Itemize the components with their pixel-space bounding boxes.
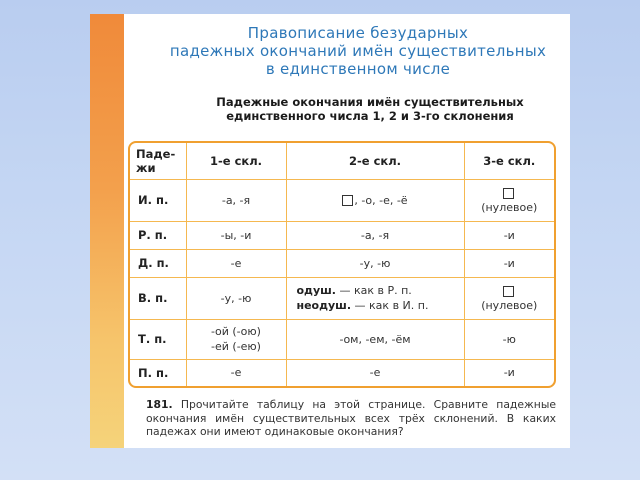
case-accusative: В. п. bbox=[130, 277, 186, 319]
title-line-3: в единственном числе bbox=[265, 60, 451, 78]
cell-dat-d1: -е bbox=[186, 249, 286, 277]
cell-ins-d1: -ой (-ою) -ей (-ею) bbox=[186, 319, 286, 359]
table-row bbox=[130, 319, 554, 359]
zero-ending-box-icon bbox=[342, 195, 353, 206]
case-genitive: Р. п. bbox=[130, 221, 186, 249]
table-row bbox=[130, 179, 554, 221]
title-line-1: Правописание безударных bbox=[247, 24, 469, 42]
decorative-side-band bbox=[90, 14, 124, 448]
cell-pre-d2: -е bbox=[286, 359, 464, 386]
cell-dat-d3: -и bbox=[464, 249, 554, 277]
table-header-row bbox=[130, 143, 554, 179]
cell-pre-d3: -и bbox=[464, 359, 554, 386]
cell-ins-d2: -ом, -ем, -ём bbox=[286, 319, 464, 359]
title-line-2: падежных окончаний имён существительных bbox=[169, 42, 547, 60]
cell-gen-d3: -и bbox=[464, 221, 554, 249]
exercise-text bbox=[146, 398, 556, 439]
cell-pre-d1: -е bbox=[186, 359, 286, 386]
header-cases: Паде- жи bbox=[130, 143, 186, 179]
page-title bbox=[148, 24, 568, 78]
zero-ending-box-icon bbox=[503, 188, 514, 199]
cell-nom-d3: (нулевое) bbox=[464, 179, 554, 221]
caption-line-2: единственного числа 1, 2 и 3-го склонения bbox=[226, 109, 514, 123]
table-row bbox=[130, 277, 554, 319]
cell-ins-d3: -ю bbox=[464, 319, 554, 359]
header-decl-3: 3-е скл. bbox=[464, 143, 554, 179]
declension-table bbox=[128, 141, 556, 388]
caption-line-1: Падежные окончания имён существительных bbox=[216, 95, 524, 109]
case-nominative: И. п. bbox=[130, 179, 186, 221]
cell-nom-d2: , -о, -е, -ё bbox=[286, 179, 464, 221]
cell-acc-d3: (нулевое) bbox=[464, 277, 554, 319]
cell-nom-d1: -а, -я bbox=[186, 179, 286, 221]
case-prepositional: П. п. bbox=[130, 359, 186, 386]
cell-dat-d2: -у, -ю bbox=[286, 249, 464, 277]
table-caption bbox=[160, 95, 570, 123]
cell-gen-d2: -а, -я bbox=[286, 221, 464, 249]
cell-acc-d2: одуш. — как в Р. п. неодуш. — как в И. п. bbox=[286, 277, 464, 319]
cell-acc-d1: -у, -ю bbox=[186, 277, 286, 319]
table-row bbox=[130, 221, 554, 249]
zero-ending-box-icon bbox=[503, 286, 514, 297]
table-row bbox=[130, 359, 554, 386]
case-dative: Д. п. bbox=[130, 249, 186, 277]
cell-gen-d1: -ы, -и bbox=[186, 221, 286, 249]
table-row bbox=[130, 249, 554, 277]
exercise-number: 181. bbox=[146, 398, 173, 411]
textbook-page bbox=[90, 14, 570, 448]
case-instrumental: Т. п. bbox=[130, 319, 186, 359]
header-decl-1: 1-е скл. bbox=[186, 143, 286, 179]
header-decl-2: 2-е скл. bbox=[286, 143, 464, 179]
exercise-body: Прочитайте таблицу на этой странице. Сравните падежные окончания имён существительных всех трёх склонений. В каких падежах они имеют одинаковые окончания? bbox=[146, 398, 556, 438]
